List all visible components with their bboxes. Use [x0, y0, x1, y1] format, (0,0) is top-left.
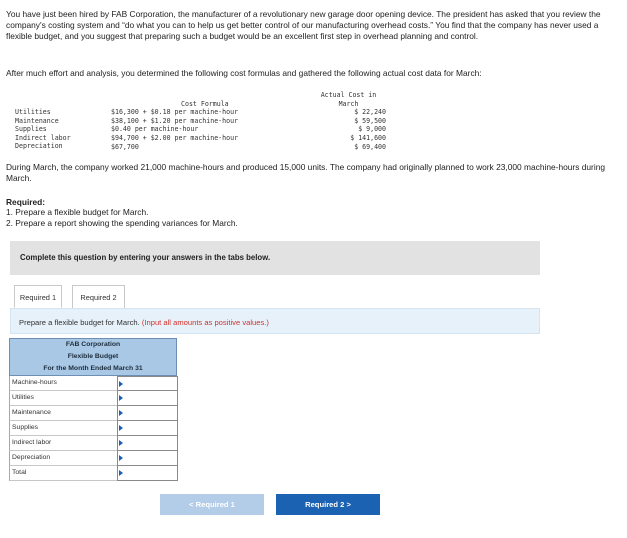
cost-name: Utilities [15, 108, 51, 116]
budget-row-machine-hours [9, 376, 177, 391]
budget-title: Flexible Budget [67, 353, 119, 360]
supplies-input[interactable] [118, 421, 177, 435]
cost-name: Depreciation [15, 142, 63, 151]
activity-paragraph: During March, the company worked 21,000 machine-hours and produced 15,000 units. The company had originally planned to work 23,000 machine-hours during March. [6, 162, 606, 183]
cost-name: Indirect labor [15, 133, 71, 142]
total-input-cell[interactable] [117, 466, 178, 481]
cost-names-column [15, 108, 105, 151]
budget-row-indirect-labor [9, 436, 177, 451]
cost-formula: $67,700 [111, 142, 139, 151]
intro-paragraph-2: After much effort and analysis, you determined the following cost formulas and gathered the following actual cost data for March: [6, 68, 482, 78]
utilities-input-cell[interactable] [117, 391, 178, 406]
entry-arrow-icon [119, 440, 123, 446]
budget-row-label: Total [12, 469, 27, 476]
total-input[interactable] [118, 466, 177, 480]
actual-header-line2: March [338, 99, 359, 108]
formula-header: Cost Formula [181, 99, 229, 108]
depreciation-input[interactable] [118, 451, 177, 465]
cost-name: Supplies [15, 125, 47, 134]
budget-period: For the Month Ended March 31 [43, 365, 143, 372]
budget-header [9, 338, 177, 376]
utilities-input[interactable] [118, 391, 177, 405]
instruction-text [19, 318, 269, 327]
budget-row-label: Supplies [12, 424, 39, 431]
entry-arrow-icon [119, 381, 123, 387]
budget-row-label: Machine-hours [12, 379, 57, 386]
next-required-2-button[interactable]: Required 2 > [276, 494, 380, 515]
actual-cost: $ 141,600 [350, 133, 386, 142]
actual-cost-column [311, 91, 386, 151]
required-title: Required: [6, 197, 46, 207]
machine-hours-input-cell[interactable] [117, 376, 178, 391]
entry-arrow-icon [119, 395, 123, 401]
actual-cost: $ 69,400 [354, 142, 386, 151]
required-item-1: 1. Prepare a flexible budget for March. [6, 207, 149, 218]
budget-row-label: Utilities [12, 394, 34, 401]
actual-cost: $ 9,000 [358, 125, 386, 134]
actual-cost: $ 22,240 [354, 108, 386, 117]
actual-header-line1: Actual Cost in [320, 91, 377, 99]
budget-row-supplies [9, 421, 177, 436]
actual-cost: $ 59,500 [354, 116, 386, 125]
cost-formula: $16,300 + $0.18 per machine-hour [111, 108, 239, 117]
budget-row-utilities [9, 391, 177, 406]
supplies-input-cell[interactable] [117, 421, 178, 436]
budget-company: FAB Corporation [65, 341, 121, 348]
cost-formula: $38,100 + $1.20 per machine-hour [111, 116, 239, 125]
entry-arrow-icon [119, 470, 123, 476]
intro-paragraph-1: You have just been hired by FAB Corporation, the manufacturer of a revolutionary new garage door opening device. The president has asked that you review the company's costing system and “do what you can to help us get better control of our manufacturing overhead costs.” You find that the company has never used a flexible budget, and you suggest that preparing such a budget would be an excellent first step in overhead planning and control. [6, 9, 601, 41]
budget-row-label: Indirect labor [12, 439, 52, 446]
cost-formula: $94,700 + $2.00 per machine-hour [111, 133, 239, 142]
indirect-labor-input[interactable] [118, 436, 177, 450]
entry-arrow-icon [119, 410, 123, 416]
cost-formula: $0.40 per machine-hour [111, 125, 199, 134]
flexible-budget-table [9, 338, 177, 481]
required-section [6, 197, 610, 228]
budget-row-label: Depreciation [12, 454, 51, 461]
required-item-2: 2. Prepare a report showing the spending variances for March. [6, 217, 238, 228]
tab-required-2[interactable]: Required 2 [72, 285, 125, 308]
maintenance-input-cell[interactable] [117, 406, 178, 421]
depreciation-input-cell[interactable] [117, 451, 178, 466]
tab-required-1[interactable]: Required 1 [14, 285, 62, 308]
instruction-hint: (Input all amounts as positive values.) [141, 318, 269, 327]
instruction-bar [10, 308, 540, 334]
entry-arrow-icon [119, 455, 123, 461]
instruction-main: Prepare a flexible budget for March. [19, 318, 140, 327]
maintenance-input[interactable] [118, 406, 177, 420]
cost-name: Maintenance [15, 116, 59, 125]
budget-row-label: Maintenance [12, 409, 51, 416]
complete-question-text: Complete this question by entering your answers in the tabs below. [20, 253, 271, 262]
indirect-labor-input-cell[interactable] [117, 436, 178, 451]
budget-row-total [9, 466, 177, 481]
cost-formula-column [111, 91, 271, 151]
budget-row-depreciation [9, 451, 177, 466]
machine-hours-input[interactable] [118, 377, 177, 390]
entry-arrow-icon [119, 425, 123, 431]
complete-question-banner [10, 241, 540, 275]
budget-row-maintenance [9, 406, 177, 421]
previous-required-1-button[interactable]: < Required 1 [160, 494, 264, 515]
